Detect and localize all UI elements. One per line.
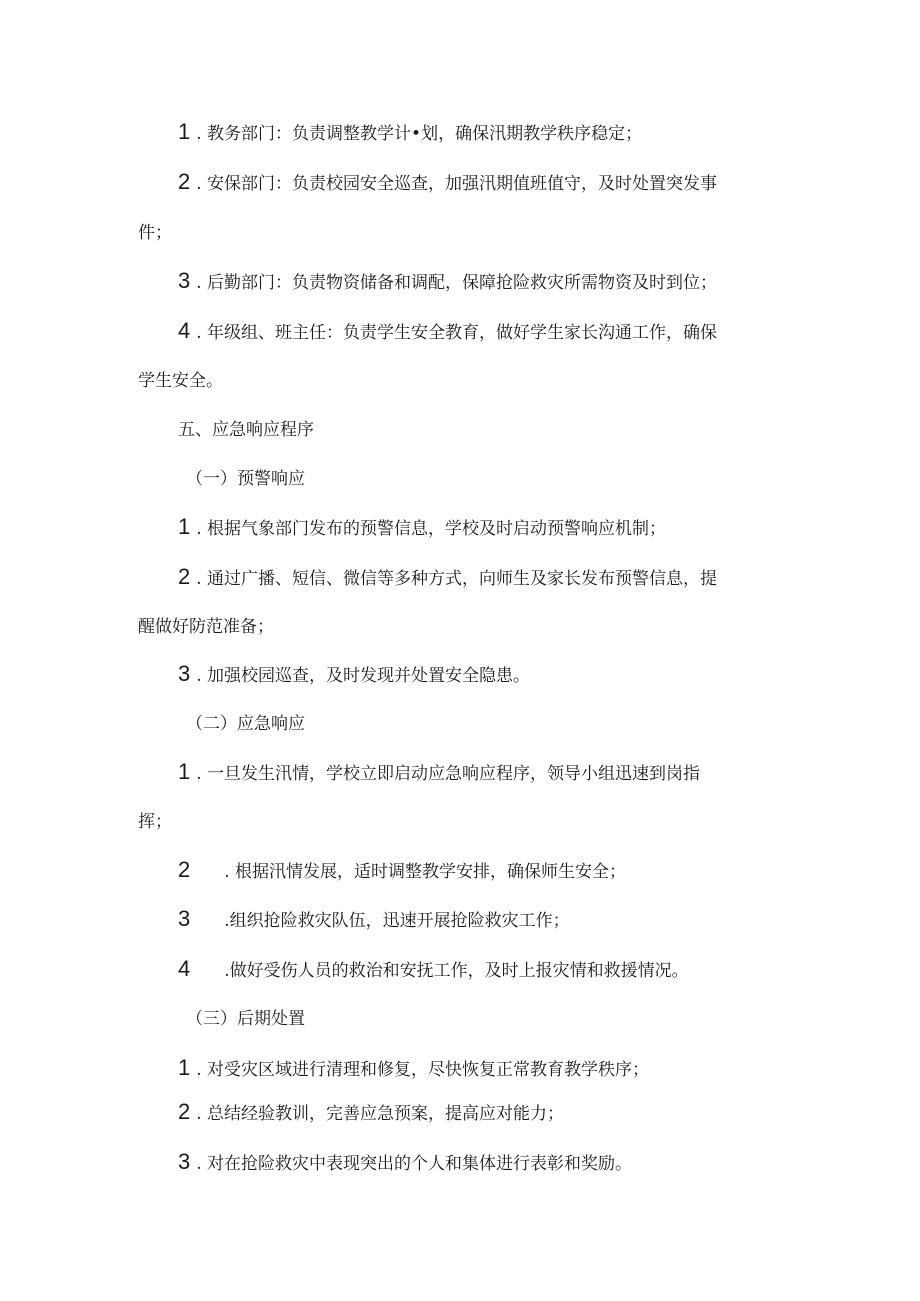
item-text: . 根据汛情发展，适时调整教学安排，确保师生安全； [224, 862, 627, 882]
item-number: 2 [178, 1099, 191, 1124]
subsection-heading: （三）后期处置 [186, 1009, 305, 1029]
list-item [178, 1057, 649, 1081]
item-text: . 安保部门：负责校园安全巡查，加强汛期值班值守，及时处置突发事 [196, 174, 718, 194]
list-item [178, 761, 700, 785]
list-item [178, 908, 570, 932]
item-text: .做好受伤人员的救治和安抚工作，及时上报灾情和救援情况。 [224, 961, 689, 981]
item-number: 3 [178, 661, 191, 686]
subsection-heading: （二）应急响应 [186, 714, 305, 734]
list-item [178, 171, 717, 195]
item-text: . 对受灾区域进行清理和修复，尽快恢复正常教育教学秩序； [196, 1060, 650, 1080]
item-text: . 一旦发生汛情，学校立即启动应急响应程序，领导小组迅速到岗指 [196, 764, 701, 784]
item-number: 4 [178, 318, 191, 343]
item-number: 2 [178, 857, 191, 882]
list-item [178, 320, 717, 344]
item-number: 3 [178, 1149, 191, 1174]
list-item [178, 270, 717, 294]
list-item [178, 1151, 632, 1175]
item-continuation: 挥； [138, 812, 172, 832]
item-number: 1 [178, 759, 191, 784]
item-continuation: 学生安全。 [138, 371, 223, 391]
section-heading: 五、应急响应程序 [178, 420, 314, 440]
item-text: . 根据气象部门发布的预警信息，学校及时启动预警响应机制； [196, 519, 667, 539]
item-text: . 后勤部门：负责物资储备和调配，保障抢险救灾所需物资及时到位； [196, 273, 718, 293]
list-item [178, 1101, 564, 1125]
item-text: .组织抢险救灾队伍，迅速开展抢险救灾工作； [224, 911, 570, 931]
item-number: 4 [178, 956, 191, 981]
subsection-heading: （一）预警响应 [186, 469, 305, 489]
item-text: . 加强校园巡查，及时发现并处置安全隐患。 [196, 666, 531, 686]
item-number: 1 [178, 1055, 191, 1080]
item-number: 2 [178, 564, 191, 589]
list-item [178, 663, 530, 687]
item-text: . 通过广播、短信、微信等多种方式，向师生及家长发布预警信息，提 [196, 569, 718, 589]
list-item [178, 958, 689, 982]
item-text: . 年级组、班主任：负责学生安全教育，做好学生家长沟通工作，确保 [196, 323, 718, 343]
item-number: 3 [178, 268, 191, 293]
item-continuation: 件； [138, 223, 172, 243]
item-number: 1 [178, 119, 191, 144]
item-continuation: 醒做好防范准备； [138, 617, 274, 637]
item-text: . 对在抢险救灾中表现突出的个人和集体进行表彰和奖励。 [196, 1154, 633, 1174]
list-item [178, 859, 626, 883]
list-item [178, 516, 666, 540]
item-number: 3 [178, 906, 191, 931]
item-number: 1 [178, 514, 191, 539]
item-text: . 教务部门：负责调整教学计•划，确保汛期教学秩序稳定； [196, 124, 643, 144]
item-text: . 总结经验教训，完善应急预案，提高应对能力； [196, 1104, 565, 1124]
list-item [178, 566, 717, 590]
list-item [178, 121, 642, 145]
item-number: 2 [178, 169, 191, 194]
